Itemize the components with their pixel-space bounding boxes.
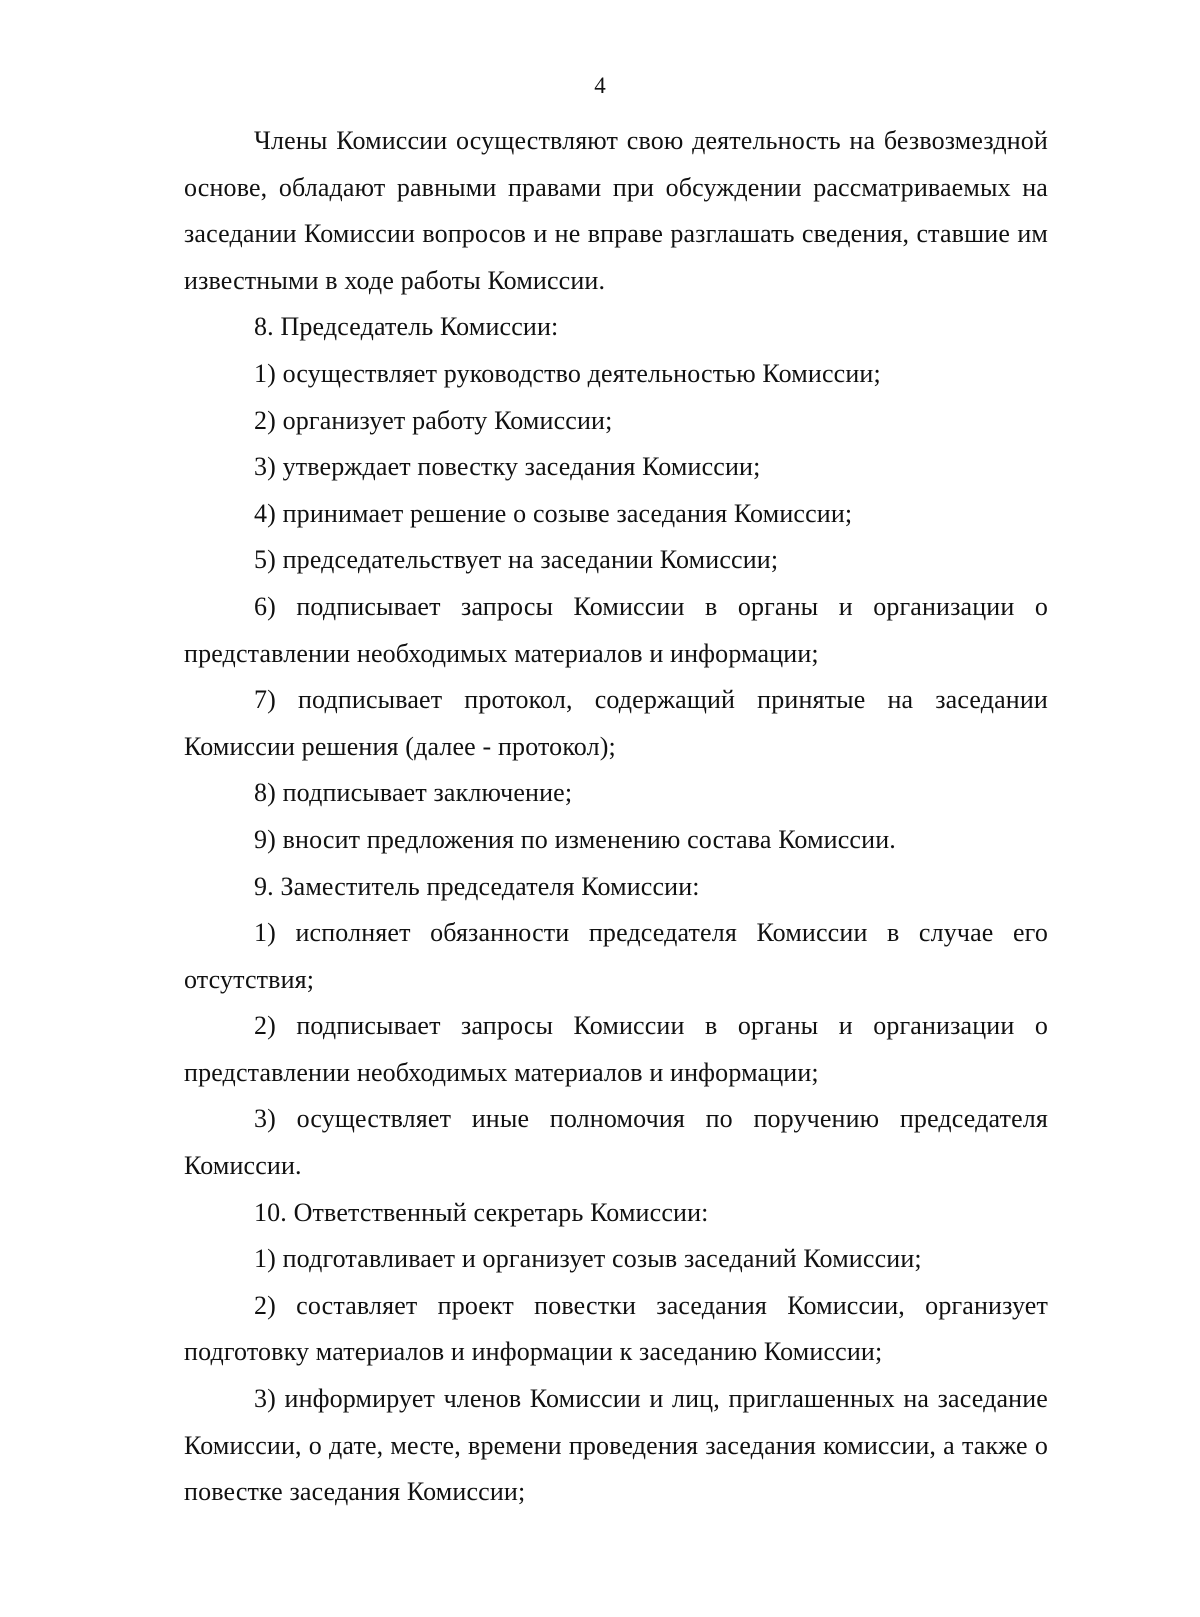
list-item: 8) подписывает заключение; <box>254 778 573 808</box>
list-item: 3) утверждает повестку заседания Комиссии; <box>254 452 761 482</box>
page-number: 4 <box>594 73 606 98</box>
section-heading: 8. Председатель Комиссии: <box>254 312 559 342</box>
list-item: 3) осуществляет иные полномочия по поручению председателя Комиссии. <box>184 1104 1048 1181</box>
list-item: 3) информирует членов Комиссии и лиц, приглашенных на заседание Комиссии, о дате, месте, времени проведения заседания комиссии, а также о повестке заседания Комиссии; <box>184 1384 1048 1507</box>
list-item: 1) осуществляет руководство деятельностью Комиссии; <box>254 358 881 388</box>
section-heading: 10. Ответственный секретарь Комиссии: <box>254 1197 709 1227</box>
list-item: 1) исполняет обязанности председателя Комиссии в случае его отсутствия; <box>184 918 1048 994</box>
list-item: 2) составляет проект повестки заседания Комиссии, организует подготовку материалов и информации к заседанию Комиссии; <box>184 1290 1048 1367</box>
list-item: 2) организует работу Комиссии; <box>254 405 613 435</box>
section-heading: 9. Заместитель председателя Комиссии: <box>254 871 700 901</box>
list-item: 6) подписывает запросы Комиссии в органы и организации о представлении необходимых материалов и информации; <box>184 591 1048 668</box>
document-body <box>184 118 1048 1516</box>
list-item: 4) принимает решение о созыве заседания Комиссии; <box>254 498 853 528</box>
list-item: 9) вносит предложения по изменению состава Комиссии. <box>254 824 896 854</box>
list-item: 2) подписывает запросы Комиссии в органы и организации о представлении необходимых материалов и информации; <box>184 1011 1048 1087</box>
list-item: 5) председательствует на заседании Комиссии; <box>254 545 779 575</box>
list-item: 1) подготавливает и организует созыв заседаний Комиссии; <box>254 1244 922 1274</box>
list-item: 7) подписывает протокол, содержащий принятые на заседании Комиссии решения (далее - протокол); <box>184 685 1048 761</box>
paragraph: Члены Комиссии осуществляют свою деятельность на безвозмездной основе, обладают равными правами при обсуждении рассматриваемых на заседании Комиссии вопросов и не вправе разглашать сведения, ставшие им известными в ходе работы Комиссии. <box>184 126 1048 295</box>
